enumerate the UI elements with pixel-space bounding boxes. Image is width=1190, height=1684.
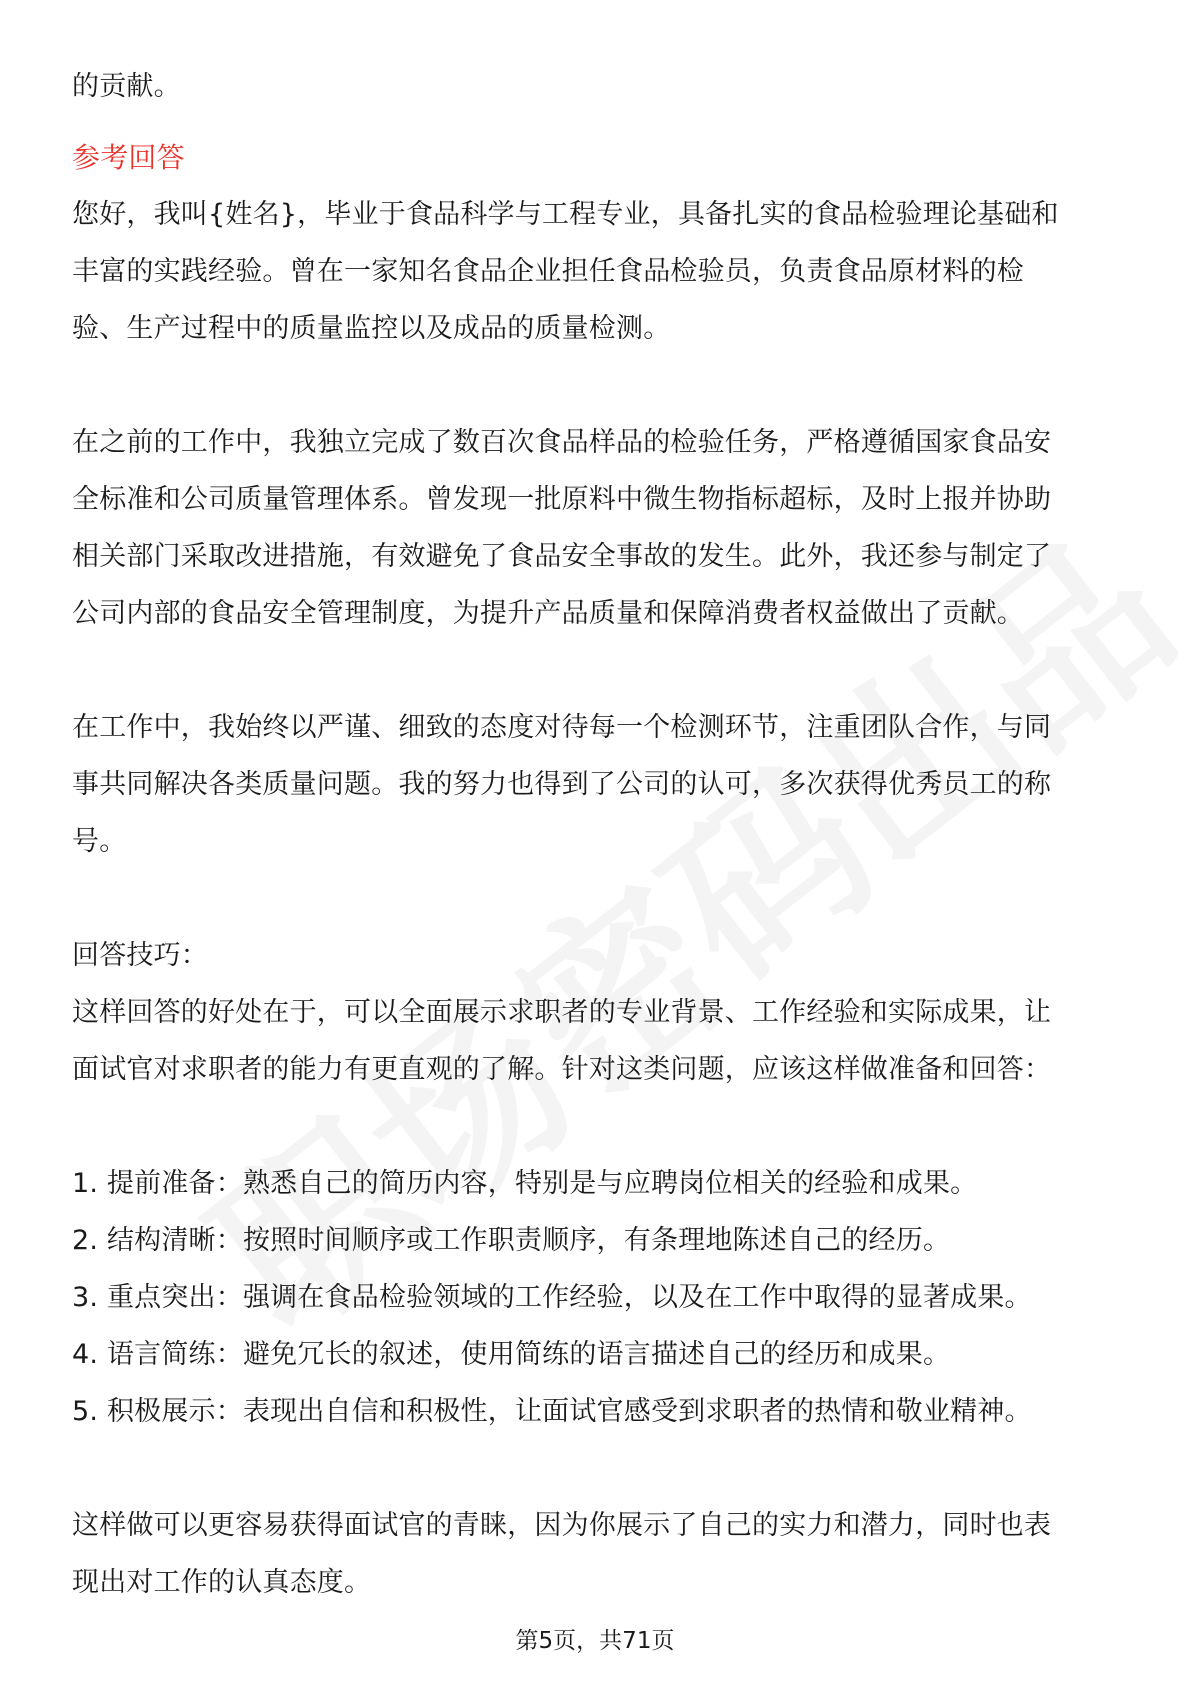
text-line: 这样回答的好处在于，可以全面展示求职者的专业背景、工作经验和实际成果，让 (72, 997, 1052, 1028)
text-line: 您好，我叫{姓名}，毕业于食品科学与工程专业，具备扎实的食品检验理论基础和 (72, 199, 1059, 230)
answer-paragraph-1 (72, 186, 1122, 357)
answer-paragraph-3 (72, 699, 1122, 870)
text-line: 现出对工作的认真态度。 (72, 1567, 372, 1598)
answer-paragraph-2 (72, 414, 1122, 642)
text-line: 全标准和公司质量管理体系。曾发现一批原料中微生物指标超标，及时上报并协助 (72, 484, 1052, 515)
text-line: 面试官对求职者的能力有更直观的了解。针对这类问题，应该这样做准备和回答： (72, 1054, 1052, 1085)
page-number: 第5页，共71页 (515, 1628, 675, 1654)
intro-tail: 的贡献。 (72, 71, 181, 102)
text-line: 在之前的工作中，我独立完成了数百次食品样品的检验任务，严格遵循国家食品安 (72, 427, 1052, 458)
document-body (72, 58, 1122, 1611)
text-line: 丰富的实践经验。曾在一家知名食品企业担任食品检验员，负责食品原材料的检 (72, 256, 1024, 287)
list-item: 2. 结构清晰：按照时间顺序或工作职责顺序，有条理地陈述自己的经历。 (72, 1225, 951, 1256)
text-line: 这样做可以更容易获得面试官的青睐，因为你展示了自己的实力和潜力，同时也表 (72, 1510, 1052, 1541)
tips-list (72, 1155, 1122, 1440)
text-line: 验、生产过程中的质量监控以及成品的质量检测。 (72, 313, 671, 344)
text-line: 在工作中，我始终以严谨、细致的态度对待每一个检测环节，注重团队合作，与同 (72, 712, 1052, 743)
text-line: 相关部门采取改进措施，有效避免了食品安全事故的发生。此外，我还参与制定了 (72, 541, 1052, 572)
text-line: 公司内部的食品安全管理制度，为提升产品质量和保障消费者权益做出了贡献。 (72, 598, 1024, 629)
tips-intro (72, 984, 1122, 1098)
list-item: 4. 语言简练：避免冗长的叙述，使用简练的语言描述自己的经历和成果。 (72, 1339, 951, 1370)
answer-heading: 参考回答 (72, 141, 185, 174)
text-line: 事共同解决各类质量问题。我的努力也得到了公司的认可，多次获得优秀员工的称 (72, 769, 1052, 800)
tips-closing (72, 1497, 1122, 1611)
tips-heading: 回答技巧： (72, 940, 208, 971)
list-item: 3. 重点突出：强调在食品检验领域的工作经验，以及在工作中取得的显著成果。 (72, 1282, 1032, 1313)
list-item: 1. 提前准备：熟悉自己的简历内容，特别是与应聘岗位相关的经验和成果。 (72, 1168, 978, 1199)
list-item: 5. 积极展示：表现出自信和积极性，让面试官感受到求职者的热情和敬业精神。 (72, 1396, 1032, 1427)
text-line: 号。 (72, 826, 127, 857)
